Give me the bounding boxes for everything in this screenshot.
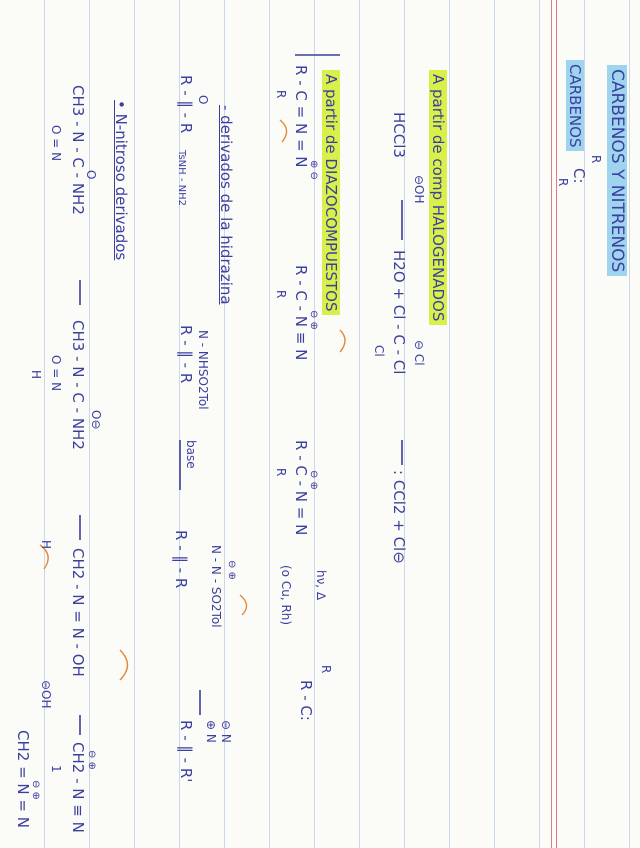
hydrazone-n: N - NHSO2Tol	[196, 330, 210, 410]
diazo-struct2: R - C - N ≡ N	[292, 265, 310, 361]
diazo-struct2-charges: ⊖ ⊕	[308, 310, 319, 330]
nitroso-step3: CH2 - N = N - OH	[69, 548, 87, 677]
nitroso-step4-charges: ⊖ ⊕	[86, 750, 97, 770]
electron-arrow-nitroso-2	[120, 650, 128, 680]
carbene-r2: R	[556, 178, 570, 187]
ketone-o: O	[196, 95, 210, 105]
carbene-c: C:	[570, 168, 588, 184]
nitroso-step4-num: 1	[49, 765, 63, 773]
nitroso-intermediate-o: O⊖	[89, 410, 103, 430]
section1-cl-top: ⊖ Cl	[412, 340, 426, 366]
diazo-struct3: R - C - N = N	[292, 440, 310, 536]
nitroso-reactant-no: O = N	[49, 125, 63, 162]
diazo-charges: ⊖ ⊕	[226, 560, 237, 580]
page-title: CARBENOS Y NITRENOS	[608, 65, 626, 276]
electron-arrow-hydrazone	[240, 595, 247, 615]
nitroso-final: CH2 = N = N	[14, 730, 32, 828]
nitroso-step3-oh: ⊖OH	[39, 680, 53, 709]
diazo-struct1-charges: ⊕ ⊖	[308, 160, 319, 180]
diazo-struct1: R - C = N = N	[292, 65, 310, 168]
diazo-n: N - N - SO2Tol	[209, 545, 223, 628]
final-product: R - ‖ - R'	[177, 720, 195, 783]
section1-heading: A partir de comp HALOGENADOS	[429, 70, 447, 325]
diazo-struct2-sub: R	[274, 290, 288, 299]
nitroso-intermediate: CH3 - N - C - NH2	[69, 320, 87, 450]
section2-heading: A partir de DIAZOCOMPUESTOS	[322, 70, 340, 315]
section1-result: : CCl2 + Cl⊖	[390, 470, 408, 564]
section3-heading: - derivados de la hidrazina	[217, 105, 235, 305]
ketone: R - ‖ - R	[177, 75, 195, 134]
base-label: base	[184, 440, 198, 469]
carbenos-label: CARBENOS	[566, 60, 584, 151]
section1-reagent: ⊖OH	[412, 175, 426, 204]
nitroso-intermediate-h: H	[29, 370, 43, 380]
electron-arrow-diazo	[340, 330, 345, 352]
diazo-struct3-charges: ⊖ ⊕	[308, 470, 319, 490]
nitroso-reactant: CH3 - N - C - NH2	[69, 85, 87, 215]
electron-arrow-oh	[280, 120, 287, 142]
nitroso-reactant-o: O	[84, 170, 98, 180]
hydrazone: R - ‖ - R	[177, 325, 195, 384]
section1-products: H2O + Cl - C - Cl	[390, 250, 408, 375]
section4-heading: • N-nitroso derivados	[112, 100, 130, 261]
carbene-r1: R	[589, 155, 603, 164]
diazo-struct3-sub: R	[274, 468, 288, 477]
nitroso-step3-h: H	[39, 540, 53, 550]
intermediate: R - ‖ - R	[172, 530, 190, 589]
diazo-struct1-sub: R	[274, 90, 288, 99]
nitroso-step4: CH2 - N ≡ N	[69, 742, 87, 833]
nitroso-intermediate-no: O = N	[49, 355, 63, 392]
final-n: ⊖ N	[219, 720, 233, 743]
diazo-conditions-bottom: (o Cu, Rh)	[279, 565, 293, 626]
diazo-conditions-top: hν, ∆	[314, 570, 328, 600]
diazo-product-r: R	[319, 665, 333, 674]
nitroso-final-charges: ⊖ ⊕	[30, 780, 41, 800]
final-n2: ⊕ N	[204, 720, 218, 743]
section1-reactant: HCCl3	[390, 112, 408, 158]
diazo-product-c: R - C:	[297, 680, 315, 721]
section1-cl-bottom: Cl	[372, 345, 386, 357]
tosyl-hydrazide: TsNH - NH2	[176, 150, 187, 206]
